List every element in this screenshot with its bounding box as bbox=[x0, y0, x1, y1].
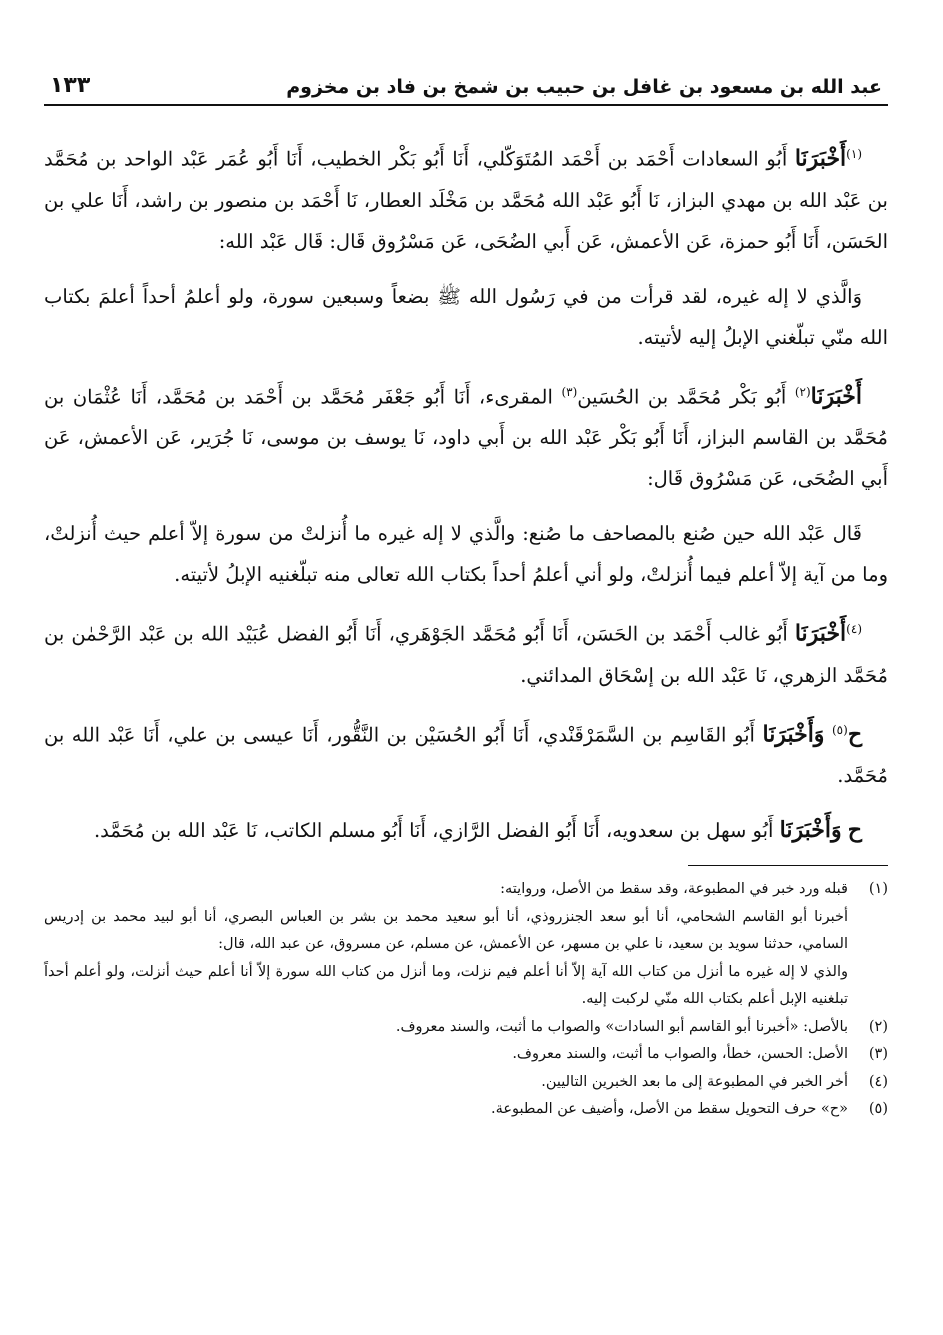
paragraph-2 bbox=[44, 276, 888, 358]
footnote-1-quote: والذي لا إله غيره ما أنزل من كتاب الله آية إلاّ أنا أعلم فيم نزلت، وما أنزل من كتاب الله سورة إلاّ أنا أعلم حيث أنزلت، ولو أعلم أحداً تبلغنيه الإبل أعلم بكتاب الله منّي لركبت إليه. bbox=[44, 963, 848, 1007]
footnote-1-continuation: أخبرنا أبو القاسم الشحامي، أنا أبو سعد الجنزروذي، أنا أبو سعيد محمد بن بشر بن العباس البصري، أنا أبو لبيد محمد بن إدريس السامي، حدثنا سويد بن سعيد، نا علي بن مسهر، عن الأعمش، عن مسلم، عن مسروق، عن عبد الله، قال: bbox=[44, 908, 848, 952]
paragraph-5 bbox=[44, 609, 888, 696]
footnote-2 bbox=[44, 1014, 888, 1042]
paragraph-1 bbox=[44, 134, 888, 262]
paragraph-3 bbox=[44, 372, 888, 500]
keyword-wa-akhbarana: وَأَخْبَرَنَا bbox=[762, 721, 825, 747]
footnote-text: أخر الخبر في المطبوعة إلى ما بعد الخبرين التاليين. bbox=[541, 1073, 848, 1090]
paragraph-text: أَبُو القَاسِم بن السَّمَرْقَنْدي، أَنَا أَبُو الحُسَيْن بن النَّقُّور، أَنَا عيسى بن علي، أَنَا عَبْد الله بن مُحَمَّد. bbox=[44, 723, 888, 787]
main-text bbox=[44, 134, 888, 851]
footnote-separator bbox=[688, 865, 888, 866]
running-title: عبد الله بن مسعود بن غافل بن حبيب بن شمخ بن فاد بن مخزوم bbox=[286, 76, 882, 98]
keyword-akhbarana: أَخْبَرَنَا bbox=[794, 145, 847, 172]
tahwil-prefix: ح bbox=[847, 817, 862, 843]
footnote-marker: (٥) bbox=[831, 722, 848, 737]
paragraph-text: وَالَّذي لا إله غيره، لقد قرأت من في رَسُول الله ﷺ بضعاً وسبعين سورة، ولو أعلمُ أحداً أعلمَ بكتاب الله منّي تبلّغني الإبلُ إليه لأتيته. bbox=[44, 284, 888, 349]
footnote-text: الأصل: الحسن، خطأ، والصواب ما أثبت، والسند معروف. bbox=[512, 1046, 848, 1062]
footnote-number: (٣) bbox=[868, 1046, 888, 1062]
footnote-number: (٤) bbox=[868, 1073, 888, 1090]
footnote-text: قبله ورد خبر في المطبوعة، وقد سقط من الأصل، وروايته: bbox=[500, 881, 848, 897]
page-number: ١٣٣ bbox=[50, 73, 91, 98]
footnotes bbox=[44, 876, 888, 1124]
footnote-number: (٢) bbox=[868, 1018, 888, 1035]
keyword-akhbarana: أَخْبَرَنَا bbox=[810, 383, 862, 409]
footnote-marker: (٤) bbox=[846, 622, 862, 636]
keyword-akhbarana: أَخْبَرَنَا bbox=[794, 620, 847, 647]
paragraph-7 bbox=[44, 810, 888, 851]
footnote-number: (١) bbox=[868, 881, 888, 897]
footnote-text: «ح» حرف التحويل سقط من الأصل، وأضيف عن المطبوعة. bbox=[490, 1101, 848, 1117]
paragraph-text: المقرىء، أَنَا أَبُو جَعْفَر مُحَمَّد بن أَحْمَد بن مُحَمَّد، أَنَا عُثْمَان بن مُحَمَّد بن القاسم البزاز، أَنَا أَبُو بَكْر عَبْد الله بن أَبي داود، نَا يوسف بن موسى، نَا جُرَير، عَن الأعمش، عَن أَبي الضُحَى، عَن مَسْرُوق قَال: bbox=[44, 385, 888, 490]
footnote-5 bbox=[44, 1096, 888, 1124]
paragraph-4 bbox=[44, 513, 888, 595]
footnote-marker: (٣) bbox=[561, 384, 578, 399]
paragraph-text: أَبُو بَكْر مُحَمَّد بن الحُسَين bbox=[577, 385, 795, 408]
paragraph-text: أَبُو سهل بن سعدويه، أَنَا أَبُو الفضل الرَّازي، أَنَا أَبُو مسلم الكاتب، نَا عَبْد الله بن مُحَمَّد. bbox=[93, 819, 780, 842]
paragraph-text: أَبُو السعادات أَحْمَد بن أَحْمَد المُتَوَكّلي، أَنَا أَبُو بَكْر الخطيب، أَنَا أَبُو عُمَر عَبْد الواحد بن مُحَمَّد بن عَبْد الله بن مهدي البزاز، نَا أَبُو عَبْد الله مُحَمَّد بن مَخْلَد العطار، نَا أَحْمَد بن منصور بن راشد، أَنَا علي بن الحَسَن، أَنَا أَبُو حمزة، عَن الأعمش، عَن أَبي الضُحَى، عَن مَسْرُوق قَال: قَال عَبْد الله: bbox=[44, 147, 888, 253]
footnote-1 bbox=[44, 876, 888, 904]
paragraph-6 bbox=[44, 710, 888, 797]
footnote-text: بالأصل: «أخبرنا أبو القاسم أبو السادات» والصواب ما أثبت، والسند معروف. bbox=[395, 1018, 848, 1035]
paragraph-text: قَال عَبْد الله حين صُنع بالمصاحف ما صُنع: والَّذي لا إله غيره ما أُنزلتْ من سورة إلاّ أعلم حيث أُنزلتْ، وما من آية إلاّ أعلم فيما أُنزلتْ، ولو أني أعلمُ أحداً بكتاب الله تعالى منه تبلّغنيه الإبلُ لأتيته. bbox=[44, 522, 888, 586]
footnote-4 bbox=[44, 1069, 888, 1097]
footnote-marker: (٢) bbox=[794, 384, 811, 399]
keyword-wa-akhbarana: وَأَخْبَرَنَا bbox=[779, 817, 842, 843]
paragraph-text: أَبُو غالب أَحْمَد بن الحَسَن، أَنَا أَبُو مُحَمَّد الجَوْهَري، أَنَا أَبُو الفضل عُبَيْد الله بن عَبْد الرَّحْمٰن بن مُحَمَّد الزهري، نَا عَبْد الله بن إسْحَاق المدائني. bbox=[44, 622, 888, 687]
tahwil-prefix: ح bbox=[847, 721, 863, 747]
footnote-marker: (١) bbox=[846, 147, 862, 161]
footnote-3 bbox=[44, 1041, 888, 1069]
running-header bbox=[44, 58, 888, 106]
footnote-number: (٥) bbox=[868, 1101, 888, 1117]
